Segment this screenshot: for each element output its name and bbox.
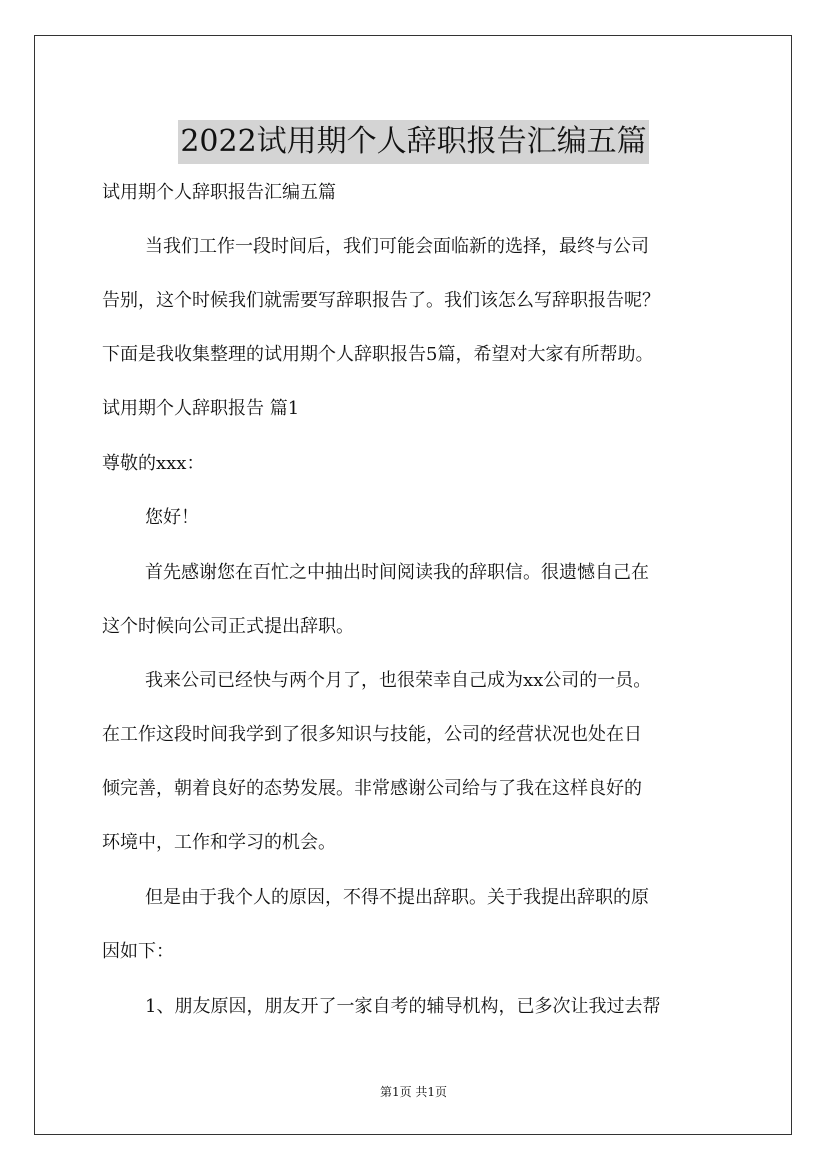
paragraph-line: 我来公司已经快与两个月了，也很荣幸自己成为xx公司的一员。 (145, 670, 652, 691)
paragraph-line: 倾完善，朝着良好的态势发展。非常感谢公司给与了我在这样良好的 (102, 778, 642, 799)
paragraph-line: 在工作这段时间我学到了很多知识与技能，公司的经营状况也处在日 (102, 724, 642, 745)
paragraph-line: 环境中，工作和学习的机会。 (102, 832, 336, 853)
paragraph-line: 下面是我收集整理的试用期个人辞职报告5篇，希望对大家有所帮助。 (102, 344, 654, 365)
section-heading: 试用期个人辞职报告 篇1 (102, 398, 300, 419)
paragraph-line: 但是由于我个人的原因，不得不提出辞职。关于我提出辞职的原 (145, 887, 649, 908)
paragraph-line: 1、朋友原因，朋友开了一家自考的辅导机构，已多次让我过去帮 (145, 996, 661, 1017)
paragraph-line: 这个时候向公司正式提出辞职。 (102, 616, 354, 637)
document-title: 2022试用期个人辞职报告汇编五篇 (178, 120, 648, 164)
paragraph-line: 因如下： (102, 941, 174, 962)
page-footer: 第1页 共1页 (379, 1085, 448, 1099)
salutation-line: 尊敬的xxx： (102, 453, 205, 474)
paragraph-line: 当我们工作一段时间后，我们可能会面临新的选择，最终与公司 (145, 236, 649, 257)
subtitle-line: 试用期个人辞职报告汇编五篇 (102, 182, 336, 203)
greeting-line: 您好！ (145, 507, 199, 528)
paragraph-line: 告别，这个时候我们就需要写辞职报告了。我们该怎么写辞职报告呢？ (102, 290, 660, 311)
title-container (0, 100, 827, 184)
paragraph-line: 首先感谢您在百忙之中抽出时间阅读我的辞职信。很遗憾自己在 (145, 562, 649, 583)
